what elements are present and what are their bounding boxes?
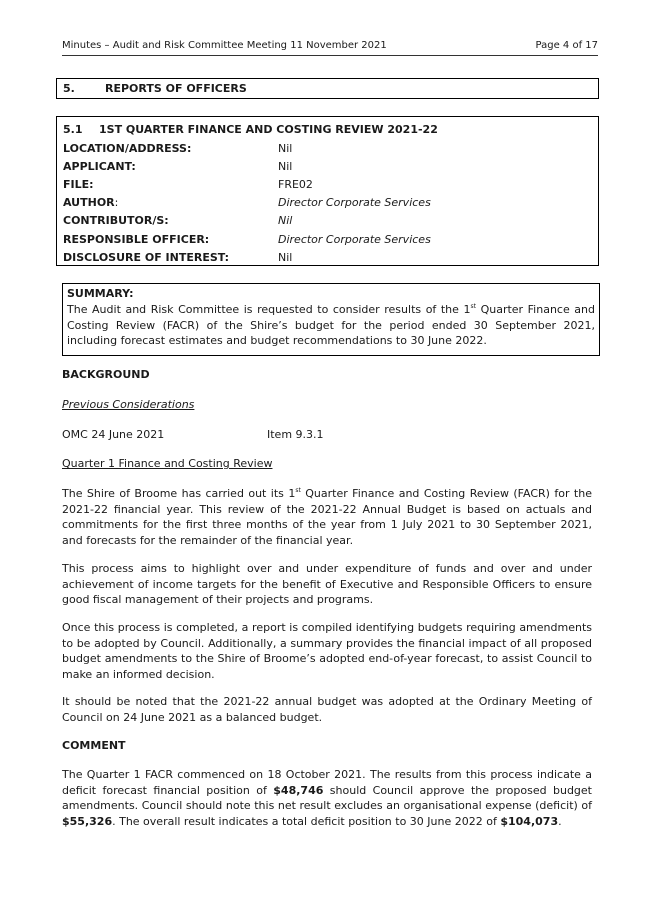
background-paragraph-3: Once this process is completed, a report is compiled identifying budgets requiring amendments to be adopted by Council. Additionally, a summary provides the financial impact of all proposed budget amendments to the Shire of Broome’s adopted end-of-year forecast, to assist Council to make an informed decision.	[62, 621, 592, 681]
detail-value: Director Corporate Services	[278, 232, 431, 246]
comment-total-deficit: $104,073	[500, 814, 559, 828]
comment-t2: should Council approve the proposed budget amendments. Council should note this net result excludes an organisational expense (deficit) of	[62, 783, 592, 812]
detail-value: Nil	[278, 159, 293, 173]
summary-box	[62, 283, 600, 356]
comment-organisational-expense: $55,326	[62, 814, 113, 828]
section-title: REPORTS OF OFFICERS	[105, 82, 247, 95]
summary-text-a: The Audit and Risk Committee is requested to consider results of the 1	[67, 303, 471, 316]
background-paragraph-1	[62, 486, 592, 548]
detail-label: AUTHOR	[63, 196, 115, 210]
detail-row-contributor	[57, 212, 598, 230]
bg-p1-sup: st	[295, 487, 301, 494]
comment-t1: The Quarter 1 FACR commenced on 18 October 2021. The results from this process indicate a deficit forecast financial position of	[62, 768, 592, 797]
item-title: 1ST QUARTER FINANCE AND COSTING REVIEW 2021-22	[99, 123, 438, 136]
detail-value: Director Corporate Services	[278, 196, 431, 210]
detail-label: FILE:	[63, 177, 94, 191]
detail-value: FRE02	[278, 177, 313, 191]
summary-heading: SUMMARY:	[67, 287, 134, 300]
section-5-box	[56, 78, 599, 99]
detail-row-applicant	[57, 157, 598, 175]
header-title: Minutes – Audit and Risk Committee Meeting 11 November 2021	[62, 40, 387, 51]
summary-text	[67, 302, 595, 349]
omc-item: Item 9.3.1	[267, 428, 324, 441]
background-heading: BACKGROUND	[62, 368, 150, 381]
detail-label: RESPONSIBLE OFFICER:	[63, 232, 210, 246]
background-paragraph-4: It should be noted that the 2021-22 annual budget was adopted at the Ordinary Meeting of Council on 24 June 2021 as a balanced budget.	[62, 695, 592, 724]
summary-sup: st	[470, 303, 476, 310]
omc-reference	[62, 427, 592, 443]
item-details-box	[56, 116, 599, 266]
comment-heading: COMMENT	[62, 739, 126, 752]
detail-value: Nil	[278, 141, 293, 155]
detail-row-author	[57, 194, 598, 212]
bg-p1-b: Quarter Finance and Costing Review (FACR) for the 2021-22 financial year. This review of the 2021-22 Annual Budget is based on actuals and commitments for the first three months of the year from 1 July 2021 to 30 September 2021, and forecasts for the remainder of the financial year.	[62, 487, 592, 547]
detail-label-colon: :	[114, 196, 119, 210]
bg-p1-a: The Shire of Broome has carried out its 1	[62, 487, 296, 500]
page-number: Page 4 of 17	[535, 40, 598, 51]
detail-label: DISCLOSURE OF INTEREST:	[63, 250, 230, 264]
page-header	[62, 40, 598, 56]
comment-forecast-deficit: $48,746	[273, 783, 324, 797]
item-title-row	[57, 117, 598, 136]
comment-paragraph	[62, 767, 592, 829]
detail-row-file	[57, 175, 598, 193]
detail-label: APPLICANT:	[63, 159, 136, 173]
section-number: 5.	[63, 82, 75, 95]
detail-row-disclosure	[57, 248, 598, 266]
omc-date: OMC 24 June 2021	[62, 428, 165, 441]
detail-value: Nil	[278, 214, 293, 228]
detail-label: CONTRIBUTOR/S:	[63, 214, 169, 228]
background-paragraph-2: This process aims to highlight over and under expenditure of funds and over and under achievement of income targets for the benefit of Executive and Responsible Officers to ensure good fiscal management of their projects and programs.	[62, 562, 592, 606]
q1-review-heading: Quarter 1 Finance and Costing Review	[62, 457, 273, 470]
detail-label: LOCATION/ADDRESS:	[63, 141, 192, 155]
item-number: 5.1	[63, 123, 83, 136]
detail-value: Nil	[278, 250, 293, 264]
summary-text-b: Quarter Finance and Costing Review (FACR) of the Shire’s budget for the period ended 30 September 2021, including forecast estimates and budget recommendations to 30 June 2022.	[67, 303, 596, 347]
previous-considerations-heading: Previous Considerations	[62, 398, 195, 411]
detail-row-location	[57, 139, 598, 157]
comment-t4: .	[558, 814, 562, 828]
detail-label-wrap	[63, 196, 278, 209]
comment-t3: . The overall result indicates a total deficit position to 30 June 2022 of	[112, 814, 501, 828]
detail-row-responsible-officer	[57, 230, 598, 248]
